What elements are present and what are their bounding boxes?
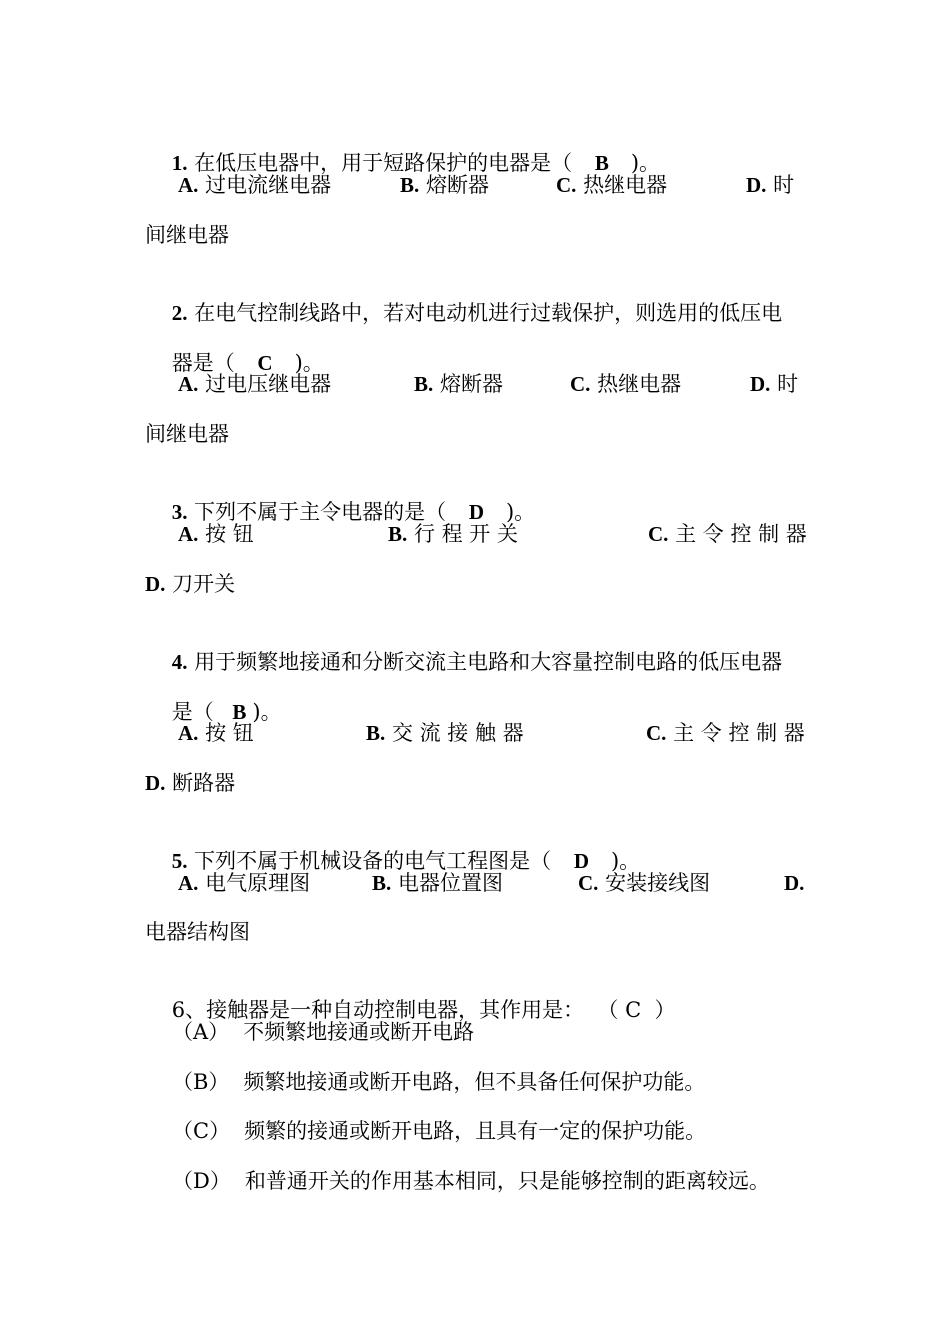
question-1-option-wrap: 间继电器 [145, 223, 229, 247]
question-6-stem [145, 968, 676, 1022]
question-5-option-c [578, 869, 710, 897]
option-letter: C. [646, 721, 667, 745]
option-text: 行 程 开 关 [407, 522, 518, 546]
question-1-option-b [400, 171, 489, 199]
option-letter: （C） [172, 1119, 231, 1143]
option-text: 电气原理图 [198, 871, 311, 895]
question-text: 用于频繁地接通和分断交流主电路和大容量控制电路的低压电器 [187, 650, 783, 674]
question-text: 接触器是一种自动控制电器，其作用是： （ C ） [206, 998, 676, 1022]
question-2-option-a [178, 370, 331, 398]
option-text: 断路器 [165, 771, 236, 795]
option-text: 主 令 控 制 器 [668, 522, 807, 546]
option-text: 和普通开关的作用基本相同，只是能够控制的距离较远。 [244, 1169, 770, 1193]
question-text-end: )。 [630, 151, 661, 175]
question-5-stem [145, 819, 641, 873]
option-text: 电器位置图 [391, 871, 503, 895]
question-text: 是（ [171, 700, 221, 724]
option-text: 主 令 控 制 器 [666, 721, 805, 745]
option-letter: A. [178, 721, 199, 745]
option-letter: D. [746, 173, 767, 197]
question-2-option-c [570, 370, 681, 398]
option-text: 频繁地接通或断开电路，但不具备任何保护功能。 [243, 1070, 706, 1094]
question-text-end: )。 [610, 849, 641, 873]
option-letter: B. [388, 522, 408, 546]
question-number: 6、 [171, 998, 207, 1022]
question-2-stem-line2 [145, 321, 324, 375]
question-number: 2. [171, 301, 188, 325]
option-letter: B. [366, 721, 386, 745]
question-4-option-d [145, 769, 235, 797]
option-letter: A. [178, 372, 199, 396]
question-5-option-a [178, 869, 310, 897]
option-letter: A. [178, 871, 199, 895]
option-text: 频繁的接通或断开电路，且具有一定的保护功能。 [244, 1119, 707, 1143]
question-6-option-a [172, 1018, 474, 1046]
option-text: 熔断器 [433, 372, 503, 396]
option-letter: D. [750, 372, 771, 396]
question-number: 4. [171, 650, 188, 674]
question-text: 下列不属于主令电器的是（ [187, 500, 453, 524]
question-text-end: )。 [505, 500, 536, 524]
question-number: 5. [171, 849, 188, 873]
option-text: 按 钮 [198, 721, 254, 745]
question-1-stem [145, 121, 661, 175]
question-6-option-d [172, 1167, 770, 1195]
option-text: 过电压继电器 [198, 372, 332, 396]
option-letter: B. [372, 871, 392, 895]
question-text-end: )。 [294, 351, 324, 375]
option-letter: B. [400, 173, 420, 197]
option-text: 安装接线图 [598, 871, 711, 895]
option-text: 过电流继电器 [198, 173, 332, 197]
question-3-option-a [178, 520, 254, 548]
option-letter: C. [556, 173, 577, 197]
answer: B [232, 700, 247, 724]
question-text: 器是（ [171, 351, 242, 375]
answer: D [468, 500, 484, 524]
question-1-option-a [178, 171, 331, 199]
question-3-option-b [388, 520, 518, 548]
option-letter: D. [784, 871, 805, 895]
option-letter: D. [145, 771, 166, 795]
question-4-option-c [646, 719, 805, 747]
question-2-option-d [750, 370, 798, 398]
option-letter: D. [145, 572, 166, 596]
question-text-end: )。 [252, 700, 282, 724]
option-letter: A. [178, 522, 199, 546]
option-text: 不频繁地接通或断开电路 [243, 1020, 475, 1044]
question-5-option-b [372, 869, 503, 897]
option-letter: C. [648, 522, 669, 546]
question-3-option-c [648, 520, 807, 548]
option-text: 交 流 接 触 器 [385, 721, 524, 745]
option-text: 时 [770, 372, 799, 396]
question-number: 1. [171, 151, 188, 175]
option-text: 熔断器 [419, 173, 489, 197]
answer: D [573, 849, 589, 873]
question-4-option-a [178, 719, 254, 747]
option-letter: （A） [172, 1020, 230, 1044]
option-text: 刀开关 [165, 572, 236, 596]
option-letter: A. [178, 173, 199, 197]
option-letter: C. [578, 871, 599, 895]
question-6-option-c [172, 1117, 706, 1145]
question-1-option-c [556, 171, 667, 199]
question-1-option-d [746, 171, 794, 199]
question-number: 3. [171, 500, 188, 524]
question-text: 下列不属于机械设备的电气工程图是（ [187, 849, 558, 873]
option-text: 热继电器 [590, 372, 682, 396]
question-4-stem-line1 [145, 620, 783, 674]
question-3-option-d [145, 570, 235, 598]
question-2-option-wrap: 间继电器 [145, 422, 229, 446]
question-4-stem-line2 [145, 670, 282, 724]
question-text: 在电气控制线路中，若对电动机进行过载保护，则选用的低压电 [187, 301, 783, 325]
question-4-option-b [366, 719, 524, 747]
option-letter: C. [570, 372, 591, 396]
question-3-stem [145, 470, 536, 524]
option-text: 热继电器 [576, 173, 668, 197]
question-6-option-b [172, 1068, 705, 1096]
question-2-option-b [414, 370, 503, 398]
option-letter: （D） [172, 1169, 231, 1193]
question-5-option-wrap: 电器结构图 [145, 920, 250, 944]
option-letter: （B） [172, 1070, 230, 1094]
answer: B [594, 151, 609, 175]
option-text: 时 [766, 173, 795, 197]
option-text: 按 钮 [198, 522, 254, 546]
answer: C [257, 351, 273, 375]
question-text: 在低压电器中，用于短路保护的电器是（ [187, 151, 579, 175]
option-letter: B. [414, 372, 434, 396]
question-5-option-d [784, 869, 804, 897]
question-2-stem-line1 [145, 271, 783, 325]
